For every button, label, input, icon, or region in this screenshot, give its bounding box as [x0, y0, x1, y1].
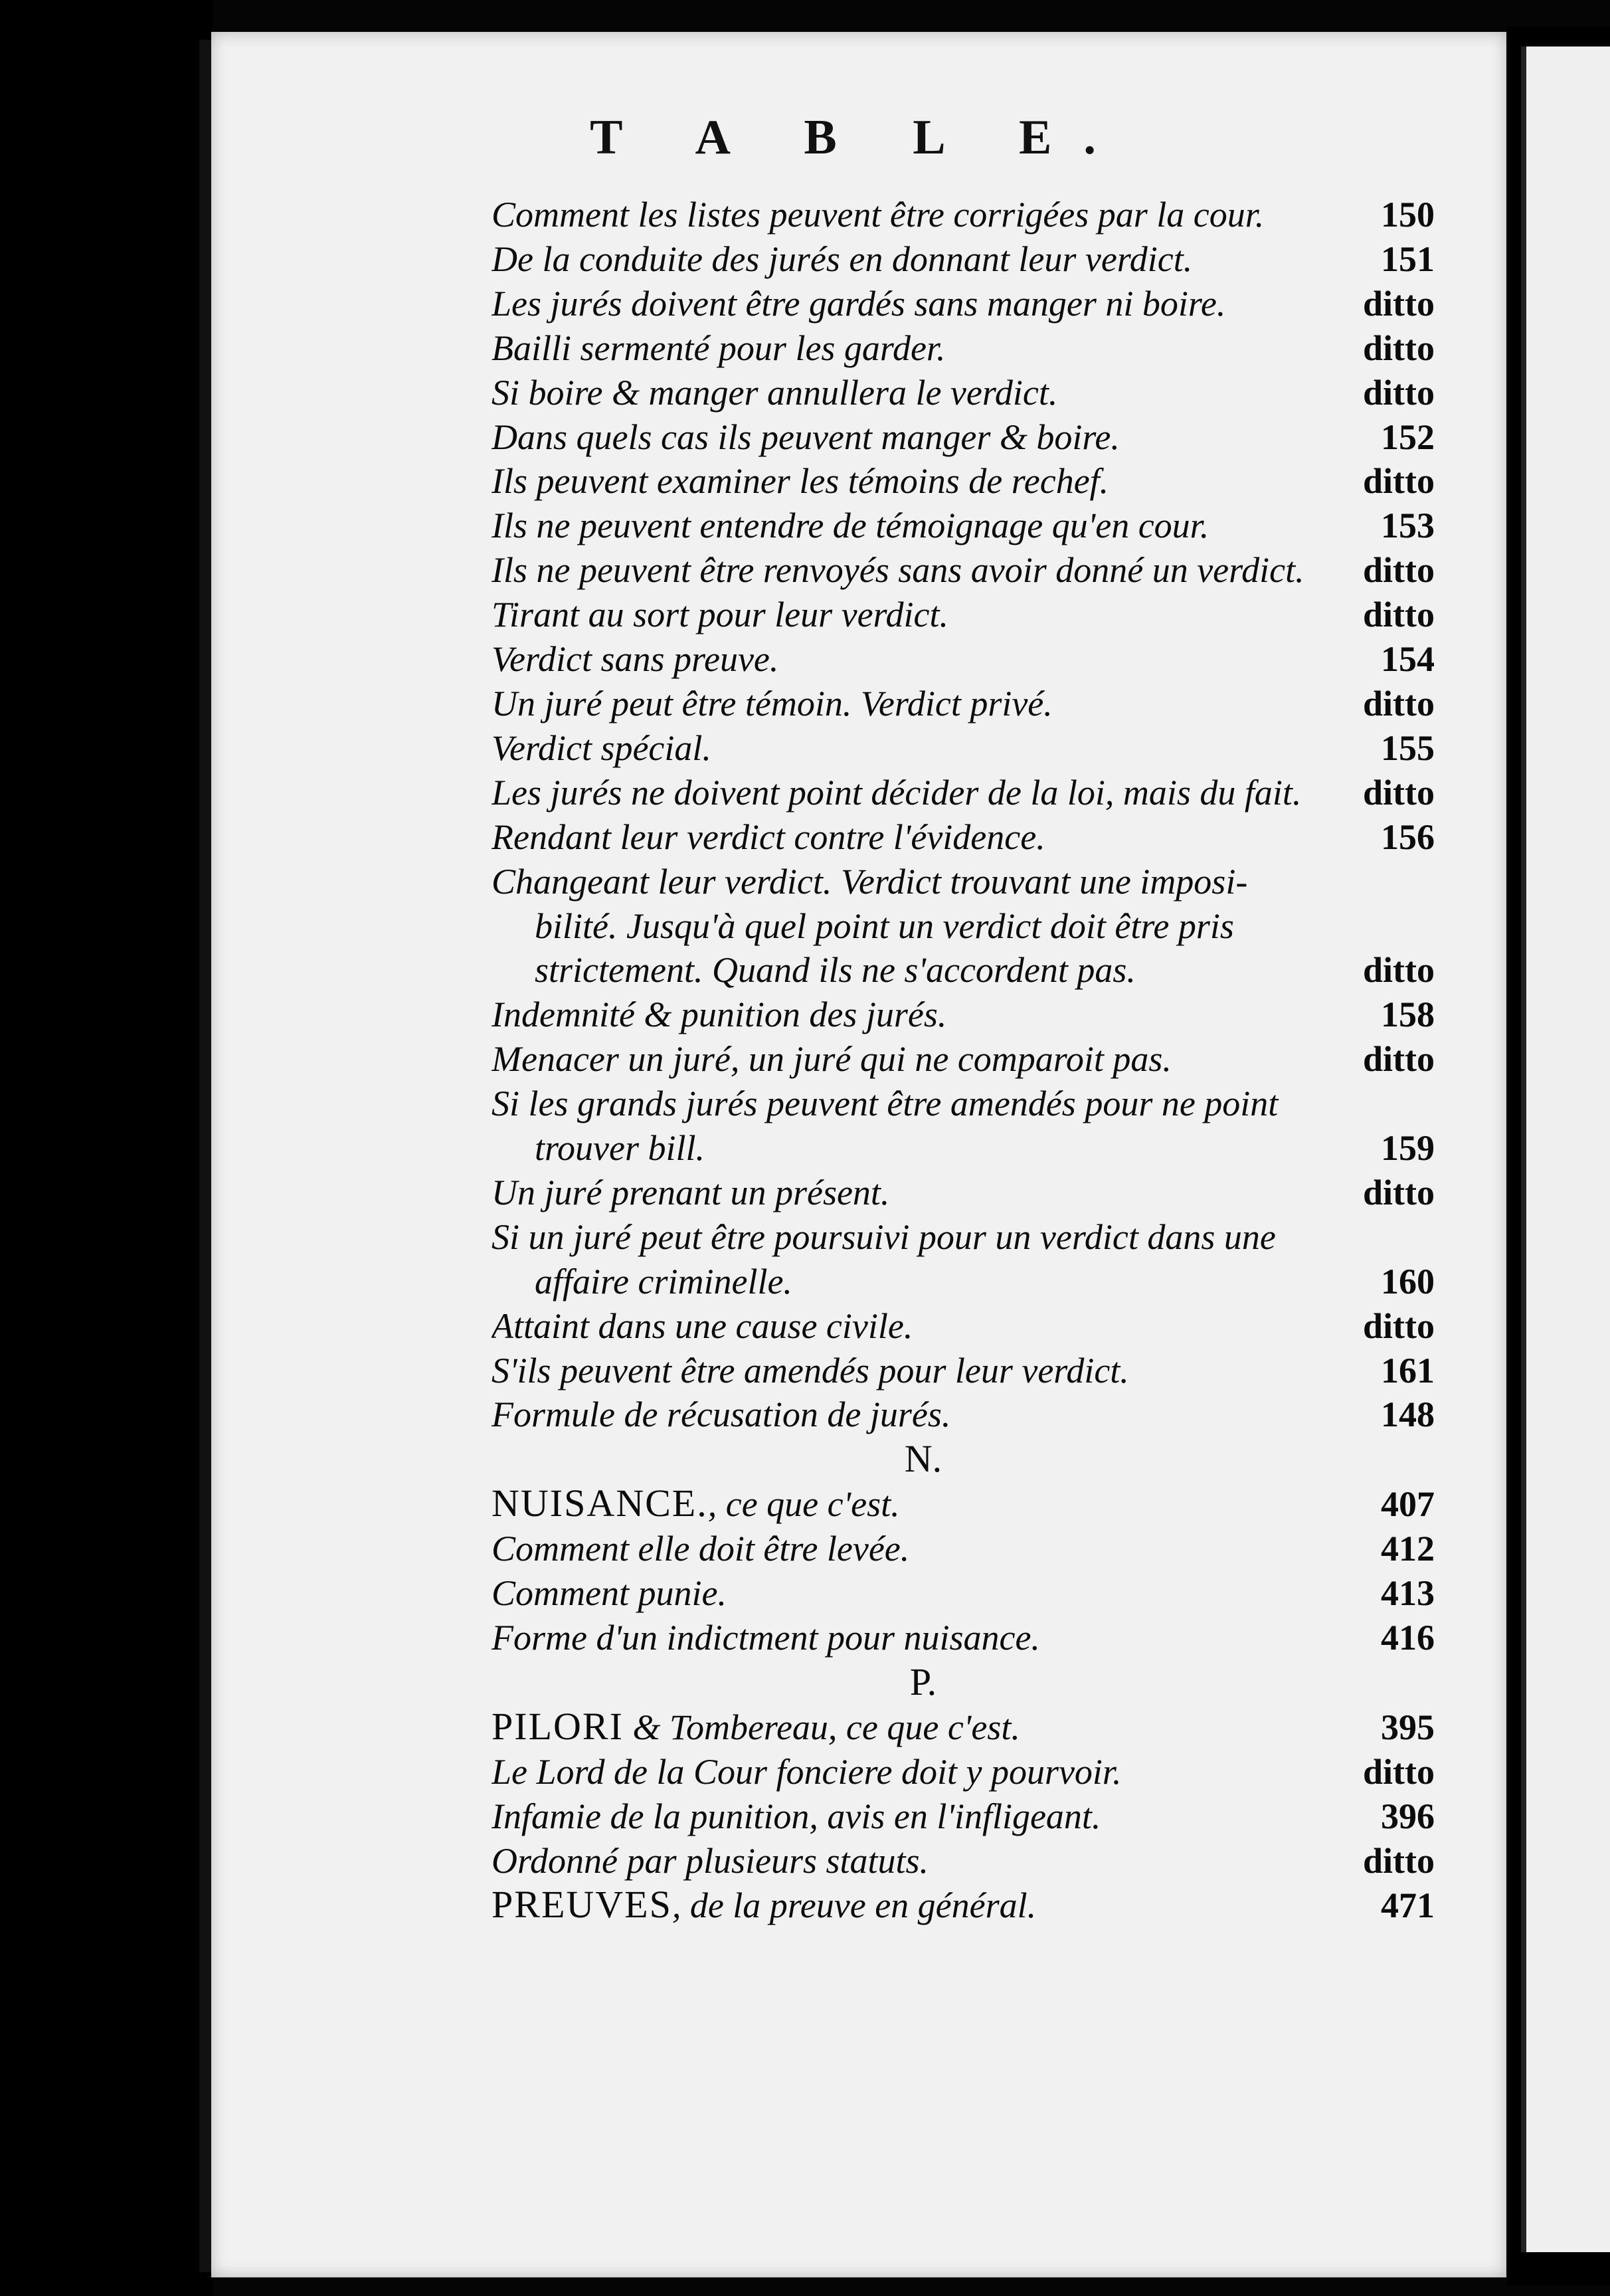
entry-text: Comment punie. [492, 1573, 727, 1614]
entry-text [492, 1705, 1355, 1750]
page-reference: 471 [1381, 1885, 1435, 1926]
entry-text: bilité. Jusqu'à quel point un verdict doit être pris [535, 906, 1234, 946]
index-entries-p [492, 1705, 1435, 1929]
page-reference: ditto [1363, 950, 1435, 991]
page-reference: 416 [1381, 1618, 1435, 1658]
index-entry [492, 993, 1435, 1037]
entry-text: Comment les listes peuvent être corrigées par la cour. [492, 195, 1265, 235]
section-letter-n: N. [904, 1437, 942, 1481]
index-entry [492, 1482, 1435, 1527]
index-entry [492, 548, 1435, 593]
entry-text: Forme d'un indictment pour nuisance. [492, 1618, 1040, 1658]
entry-text [492, 1883, 1355, 1928]
index-entry [492, 1794, 1435, 1839]
page-reference: 396 [1381, 1796, 1435, 1836]
page-reference: ditto [1363, 1172, 1435, 1212]
page-reference: ditto [1363, 1305, 1435, 1346]
page-reference: 150 [1381, 195, 1435, 235]
page-reference: 413 [1381, 1573, 1435, 1614]
index-entry [492, 904, 1435, 949]
entry-heading-word: PREUVES [492, 1883, 672, 1927]
entry-text: Les jurés ne doivent point décider de la loi, mais du fait. [492, 772, 1302, 813]
page-reference: 151 [1381, 239, 1435, 279]
index-entry [492, 1171, 1435, 1215]
entry-heading-word: NUISANCE. [492, 1482, 708, 1525]
index-entry [492, 1705, 1435, 1750]
entry-text: Infamie de la punition, avis en l'infligeant. [492, 1796, 1101, 1836]
index-entry [492, 1082, 1435, 1126]
index-entries-j [492, 193, 1435, 1437]
index-entry [492, 1260, 1435, 1304]
entry-text: Si un juré peut être poursuivi pour un verdict dans une [492, 1216, 1276, 1257]
index-entry [492, 371, 1435, 415]
entry-text: Bailli sermenté pour les garder. [492, 328, 946, 368]
entry-text: Ils peuvent examiner les témoins de rechef. [492, 461, 1109, 502]
page-reference: 154 [1381, 639, 1435, 680]
index-entry [492, 1037, 1435, 1082]
entry-text: Changeant leur verdict. Verdict trouvant une imposi- [492, 861, 1248, 902]
page-reference: ditto [1363, 461, 1435, 502]
section-letter-p: P. [909, 1660, 937, 1703]
index-entry [492, 1616, 1435, 1660]
page-reference: ditto [1363, 283, 1435, 324]
entry-description: & Tombereau, ce que c'est. [623, 1707, 1020, 1747]
index-entry [492, 193, 1435, 237]
page-reference: ditto [1363, 772, 1435, 813]
entry-text: Ordonné par plusieurs statuts. [492, 1840, 929, 1881]
index-entry [492, 771, 1435, 815]
page-reference: ditto [1363, 683, 1435, 723]
page-reference: 395 [1381, 1707, 1435, 1747]
entry-heading-word: PILORI [492, 1704, 624, 1748]
entry-text: Si les grands jurés peuvent être amendés pour ne point [492, 1084, 1279, 1124]
index-entry [492, 1750, 1435, 1794]
entry-text: Formule de récusation de jurés. [492, 1394, 951, 1435]
index-entry [492, 1527, 1435, 1571]
index-entry [492, 1571, 1435, 1616]
page-reference: ditto [1363, 1840, 1435, 1881]
index-entry [492, 1349, 1435, 1393]
page-reference: 152 [1381, 417, 1435, 457]
index-entry [492, 726, 1435, 771]
entry-text: Les jurés doivent être gardés sans manger ni boire. [492, 283, 1226, 324]
page-reference: ditto [1363, 595, 1435, 635]
binding-shadow [199, 40, 211, 2272]
entry-text: Un juré peut être témoin. Verdict privé. [492, 683, 1053, 723]
entry-description: , ce que c'est. [707, 1484, 900, 1525]
index-entry [492, 326, 1435, 371]
entry-text: Verdict spécial. [492, 727, 711, 768]
index-entry [492, 948, 1435, 993]
facing-page-edge [1524, 47, 1610, 2252]
page-reference: 412 [1381, 1529, 1435, 1569]
page-reference: 159 [1381, 1128, 1435, 1169]
index-entry [492, 282, 1435, 326]
page-reference: 156 [1381, 816, 1435, 857]
page-reference: ditto [1363, 1039, 1435, 1080]
index-entry [492, 1392, 1435, 1437]
page-reference: ditto [1363, 550, 1435, 591]
index-entries-n [492, 1482, 1435, 1660]
page-reference: 160 [1381, 1261, 1435, 1301]
entry-text: Comment elle doit être levée. [492, 1529, 910, 1569]
entry-text: Le Lord de la Cour fonciere doit y pourvoir. [492, 1751, 1122, 1792]
entry-text: Verdict sans preuve. [492, 639, 779, 680]
index-entry [492, 815, 1435, 860]
index-entry [492, 504, 1435, 548]
entry-text: Attaint dans une cause civile. [492, 1305, 913, 1346]
entry-text: Si boire & manger annullera le verdict. [492, 372, 1058, 413]
index-entry [492, 1839, 1435, 1883]
entry-text: Ils ne peuvent être renvoyés sans avoir donné un verdict. [492, 550, 1304, 591]
index-entry [492, 637, 1435, 682]
index-entry [492, 459, 1435, 504]
entry-text: Tirant au sort pour leur verdict. [492, 595, 949, 635]
entry-text: Menacer un juré, un juré qui ne comparoit pas. [492, 1039, 1172, 1080]
entry-text: S'ils peuvent être amendés pour leur verdict. [492, 1350, 1129, 1390]
page-reference: ditto [1363, 328, 1435, 368]
page-reference: ditto [1363, 1751, 1435, 1792]
index-table [492, 193, 1435, 1928]
page-title: T A B L E. [590, 110, 1128, 165]
index-entry [492, 682, 1435, 726]
entry-text: strictement. Quand ils ne s'accordent pas. [535, 950, 1136, 991]
index-entry [492, 593, 1435, 637]
index-entry [492, 860, 1435, 904]
entry-text [492, 1482, 1355, 1527]
index-entry [492, 1883, 1435, 1928]
index-entry [492, 1215, 1435, 1260]
page-reference: 148 [1381, 1394, 1435, 1435]
entry-text: Indemnité & punition des jurés. [492, 995, 947, 1035]
entry-text: trouver bill. [535, 1128, 705, 1169]
entry-text: Un juré prenant un présent. [492, 1172, 890, 1212]
page-fold [1521, 47, 1526, 2252]
entry-text: Dans quels cas ils peuvent manger & boire. [492, 417, 1120, 457]
index-entry [492, 237, 1435, 282]
index-entry [492, 1304, 1435, 1349]
page-reference: 153 [1381, 506, 1435, 546]
entry-text: De la conduite des jurés en donnant leur verdict. [492, 239, 1193, 279]
entry-text: Rendant leur verdict contre l'évidence. [492, 816, 1045, 857]
page-reference: ditto [1363, 372, 1435, 413]
index-entry [492, 415, 1435, 460]
entry-description: , de la preuve en général. [671, 1885, 1037, 1926]
scan-left-margin [0, 0, 213, 2296]
page-reference: 155 [1381, 727, 1435, 768]
page-reference: 407 [1381, 1484, 1435, 1525]
page-reference: 161 [1381, 1350, 1435, 1390]
entry-text: Ils ne peuvent entendre de témoignage qu'en cour. [492, 506, 1209, 546]
entry-text: affaire criminelle. [535, 1261, 792, 1301]
index-entry [492, 1126, 1435, 1171]
page-reference: 158 [1381, 995, 1435, 1035]
